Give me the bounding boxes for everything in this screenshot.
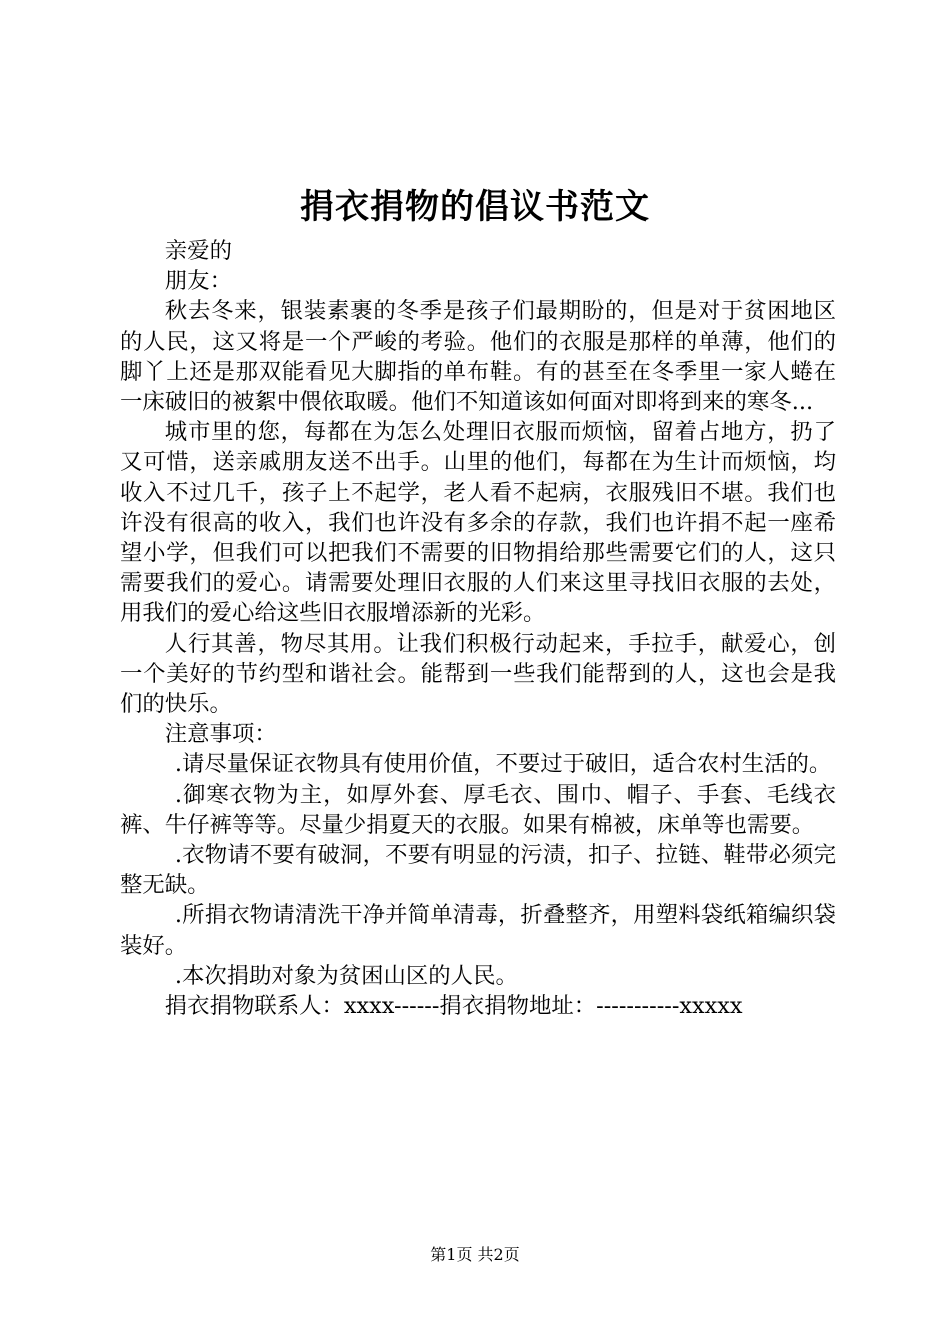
note-item-3: .衣物请不要有破洞，不要有明显的污渍，扣子、拉链、鞋带必须完整无缺。 [120, 842, 836, 899]
note-item-4: .所捐衣物请清洗干净并简单清毒，折叠整齐，用塑料袋纸箱编织袋装好。 [120, 902, 836, 959]
note-item-1: .请尽量保证衣物具有使用价值，不要过于破旧，适合农村生活的。 [174, 751, 832, 778]
paragraph-1: 秋去冬来，银装素裹的冬季是孩子们最期盼的，但是对于贫困地区的人民，这又将是一个严峻的考验。他们的衣服是那样的单薄，他们的脚丫上还是那双能看见大脚指的单布鞋。有的甚至在冬季里一家人蜷在一床破旧的被絮中偎依取暖。他们不知道该如何面对即将到来的寒冬... [120, 298, 836, 416]
document-body [120, 236, 836, 1021]
note-item-5: .本次捐助对象为贫困山区的人民。 [174, 962, 518, 989]
page-footer: 第1页 共2页 [430, 1245, 520, 1264]
contact-line: 捐衣捐物联系人：xxxx------捐衣捐物地址：-----------xxxxx [164, 993, 743, 1020]
note-item-2: .御寒衣物为主，如厚外套、厚毛衣、围巾、帽子、手套、毛线衣裤、牛仔裤等等。尽量少捐夏天的衣服。如果有棉被，床单等也需要。 [120, 781, 836, 838]
greeting-line-1: 亲爱的 [164, 238, 232, 264]
notes-heading: 注意事项： [164, 721, 277, 748]
paragraph-2: 城市里的您，每都在为怎么处理旧衣服而烦恼，留着占地方，扔了又可惜，送亲戚朋友送不出手。山里的他们，每都在为生计而烦恼，均收入不过几千，孩子上不起学，老人看不起病，衣服残旧不堪。我们也许没有很高的收入，我们也许没有多余的存款，我们也许捐不起一座希望小学，但我们可以把我们不需要的旧物捐给那些需要它们的人，这只需要我们的爱心。请需要处理旧衣服的人们来这里寻找旧衣服的去处，用我们的爱心给这些旧衣服增添新的光彩。 [120, 419, 836, 627]
paragraph-3: 人行其善，物尽其用。让我们积极行动起来，手拉手，献爱心，创一个美好的节约型和谐社会。能帮到一些我们能帮到的人，这也会是我们的快乐。 [120, 630, 836, 718]
greeting-line-2: 朋友： [164, 268, 232, 295]
document-title: 捐衣捐物的倡议书范文 [300, 187, 650, 227]
